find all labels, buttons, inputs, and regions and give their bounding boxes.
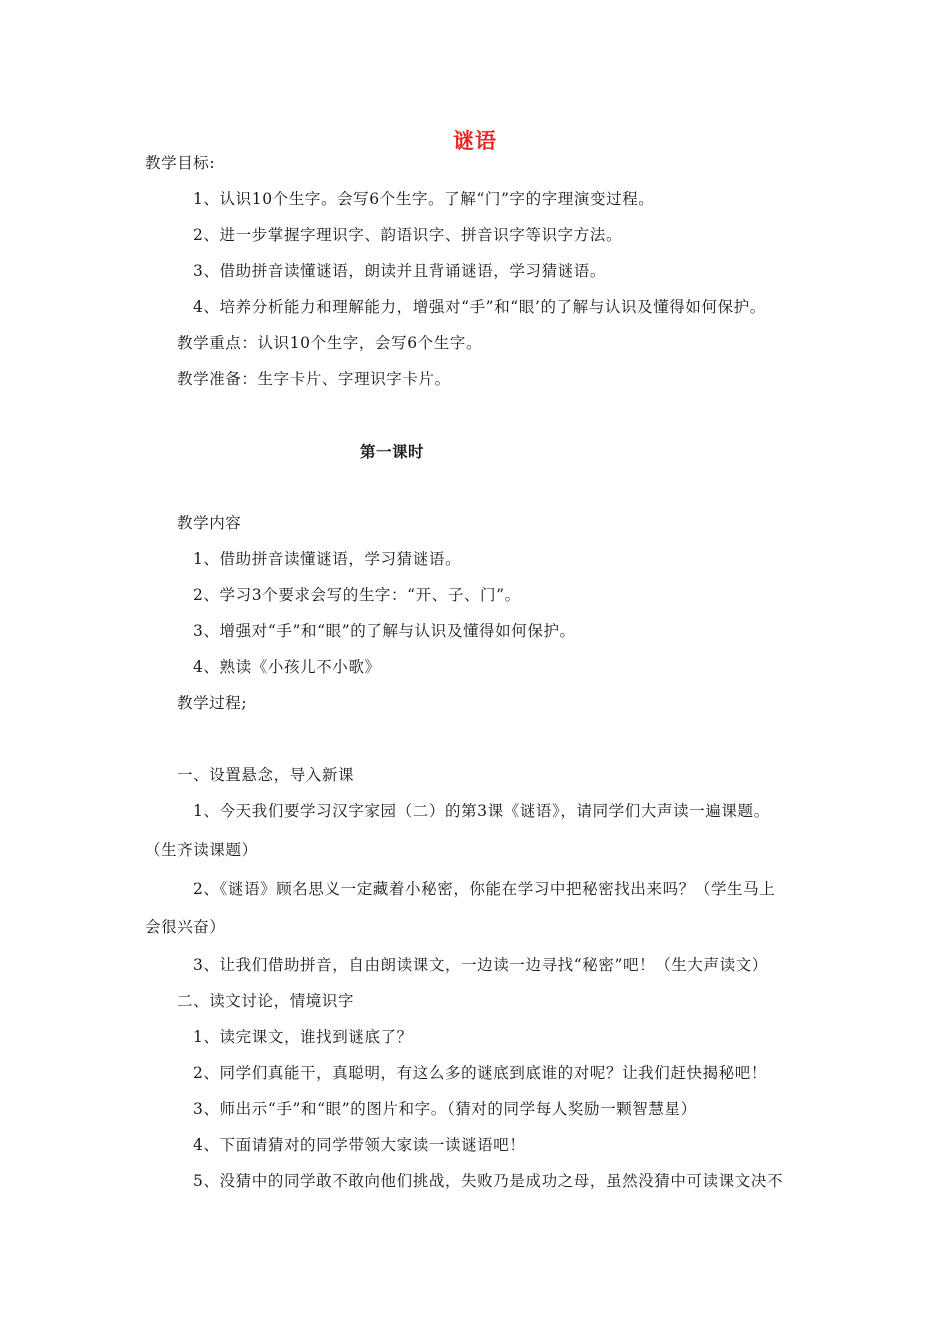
content-item: 4、熟读《小孩儿不小歌》 <box>193 658 381 676</box>
content-item: 3、增强对“手”和“眼”的了解与认识及懂得如何保护。 <box>193 622 576 640</box>
preparation: 教学准备：生字卡片、字理识字卡片。 <box>177 370 451 388</box>
objective-item: 2、进一步掌握字理识字、韵语识字、拼音识字等识字方法。 <box>193 226 623 244</box>
part1-item-line: 2、《谜语》顾名思义一定藏着小秘密，你能在学习中把秘密找出来吗？（学生马上 <box>193 880 776 898</box>
part2-item: 3、师出示“手”和“眼”的图片和字。（猜对的同学每人奖励一颗智慧星） <box>193 1100 697 1118</box>
content-item: 1、借助拼音读懂谜语，学习猜谜语。 <box>193 550 462 568</box>
part1-item-line: 1、今天我们要学习汉字家园（二）的第3课《谜语》，请同学们大声读一遍课题。 <box>193 802 770 820</box>
part2-item: 4、下面请猜对的同学带领大家读一读谜语吧！ <box>193 1136 526 1154</box>
objective-item: 3、借助拼音读懂谜语，朗读并且背诵谜语，学习猜谜语。 <box>193 262 606 280</box>
key-points: 教学重点：认识10个生字，会写6个生字。 <box>177 334 483 352</box>
process-heading: 教学过程; <box>177 694 248 712</box>
part2-item: 1、读完课文，谁找到谜底了？ <box>193 1028 413 1046</box>
section-title: 第一课时 <box>360 443 425 461</box>
objective-item: 4、培养分析能力和理解能力，增强对“手”和“眼’的了解与认识及懂得如何保护。 <box>193 298 766 316</box>
content-heading: 教学内容 <box>177 514 242 532</box>
part2-item: 2、同学们真能干，真聪明，有这么多的谜底到底谁的对呢？让我们赶快揭秘吧！ <box>193 1064 767 1082</box>
objective-item: 1、认识10个生字。会写6个生字。了解“门”字的字理演变过程。 <box>193 190 655 208</box>
part1-item-line: 会很兴奋） <box>145 918 226 936</box>
part2-item: 5、没猜中的同学敢不敢向他们挑战，失败乃是成功之母，虽然没猜中可读课文决不 <box>193 1172 784 1190</box>
part1-item-line: （生齐读课题） <box>145 841 258 859</box>
content-item: 2、学习3个要求会写的生字：“开、子、门”。 <box>193 586 521 604</box>
part1-heading: 一、设置悬念，导入新课 <box>177 766 355 784</box>
objectives-heading: 教学目标: <box>145 154 216 172</box>
part2-heading: 二、读文讨论，情境识字 <box>177 992 355 1010</box>
document-title: 谜语 <box>453 129 497 153</box>
part1-item-line: 3、让我们借助拼音，自由朗读课文，一边读一边寻找“秘密”吧！（生大声读文） <box>193 956 768 974</box>
